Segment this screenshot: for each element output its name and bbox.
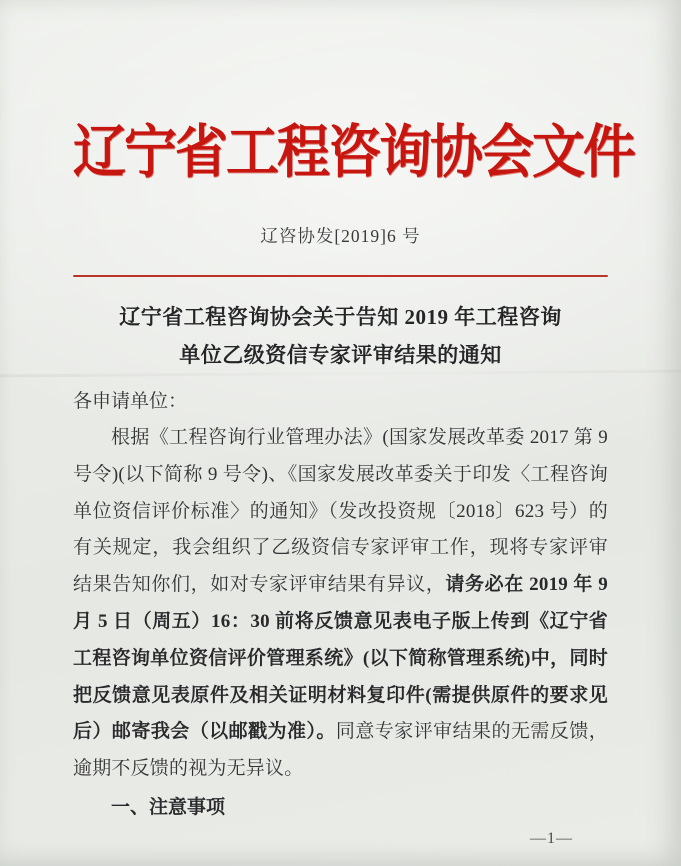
body-text-bold: 请务必在 2019 年 9 月 5 日（周五）16：30 前将反馈意见表电子版上传到《辽宁省工程咨询单位资信评价管理系统》(以下简称管理系统)中，同时把反馈意见表原件及相关证明材料复印件(需提供原件的要求见后）邮寄我会（以邮戳为准）。: [73, 574, 608, 743]
section-heading: 一、注意事项: [111, 796, 226, 818]
notice-title-line1: 辽宁省工程咨询协会关于告知 2019 年工程咨询: [119, 304, 562, 329]
body-text-regular-1: 根据《工程咨询行业管理办法》(国家发展改革委 2017 第 9 号令)(以下简称 9 号令)、《国家发展改革委关于印发〈工程咨询单位资信评价标准〉的通知》（发改投资规〔2018〕623 号）的有关规定，我会组织了乙级资信专家评审工作，现将专家评审结果告知你们，如对专家评审结果有异议，: [73, 426, 608, 596]
document-number: 辽咨协发[2019]6 号: [260, 225, 421, 246]
red-divider-line: [73, 275, 608, 277]
notice-title-line2: 单位乙级资信专家评审结果的通知: [179, 342, 502, 367]
salutation: 各申请单位：: [73, 390, 188, 412]
body-text-regular-2: 同意专家评审结果的无需反馈，逾期不反馈的视为无异议。: [73, 721, 608, 780]
body-paragraph: [73, 420, 608, 788]
document-header-title: 辽宁省工程咨询协会文件: [73, 122, 634, 185]
notice-title: [73, 298, 608, 374]
page-number: —1—: [530, 830, 573, 847]
